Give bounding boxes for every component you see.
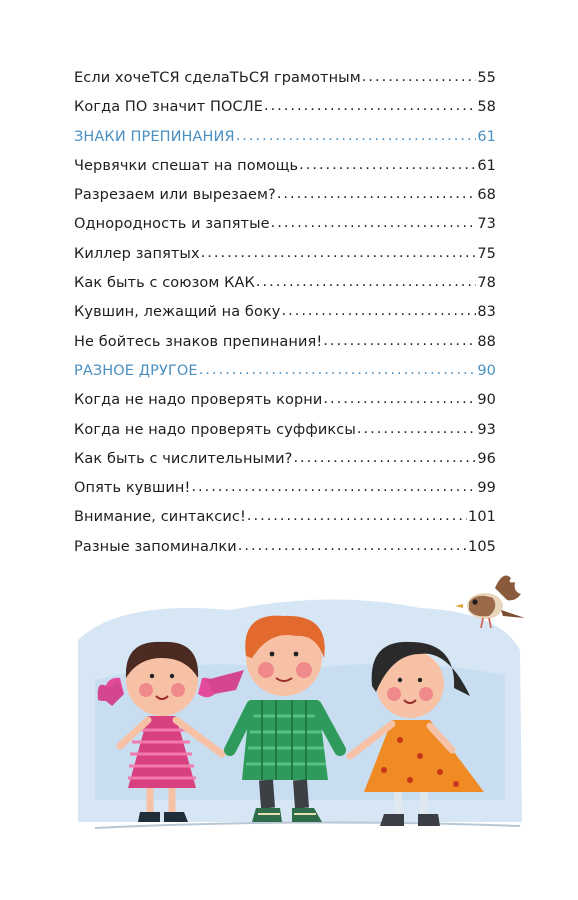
dot-leader (199, 362, 477, 378)
dot-leader (201, 245, 477, 261)
dot-leader (323, 333, 476, 349)
dot-leader (264, 98, 476, 114)
dot-leader (282, 303, 477, 319)
toc-entry[interactable] (74, 70, 496, 99)
toc-entry[interactable] (74, 216, 496, 245)
toc-entry[interactable] (74, 480, 496, 509)
toc-entry-page-number: 61 (477, 128, 496, 145)
toc-entry[interactable] (74, 246, 496, 275)
dot-leader (299, 157, 476, 173)
toc-entry-title: Кувшин, лежащий на боку (74, 304, 281, 321)
dot-leader (236, 128, 477, 144)
toc-entry[interactable] (74, 334, 496, 363)
table-of-contents (74, 70, 496, 568)
dot-leader (362, 69, 477, 85)
dot-leader (191, 479, 476, 495)
toc-entry-title: РАЗНОЕ ДРУГОЕ (74, 362, 198, 379)
toc-entry-page-number: 83 (477, 304, 496, 321)
toc-entry-title: Как быть с союзом КАК (74, 275, 255, 292)
toc-entry-page-number: 90 (477, 362, 496, 379)
toc-entry-title: Как быть с числительными? (74, 450, 293, 467)
toc-entry-page-number: 73 (477, 216, 496, 233)
toc-entry-title: Когда не надо проверять суффиксы (74, 421, 356, 438)
dot-leader (323, 391, 476, 407)
toc-entry-title: Разные запоминалки (74, 538, 237, 555)
toc-entry[interactable] (74, 187, 496, 216)
toc-entry-page-number: 96 (477, 450, 496, 467)
dot-leader (256, 274, 476, 290)
toc-entry-title: Когда ПО значит ПОСЛЕ (74, 99, 263, 116)
dot-leader (357, 421, 476, 437)
dot-leader (293, 450, 476, 466)
toc-entry-title: Киллер запятых (74, 245, 200, 262)
toc-entry-title: Червячки спешат на помощь (74, 157, 299, 174)
toc-entry-page-number: 99 (477, 480, 496, 497)
dot-leader (238, 538, 467, 554)
toc-entry[interactable] (74, 422, 496, 451)
toc-entry-page-number: 75 (477, 245, 496, 262)
toc-entry-page-number: 101 (468, 509, 496, 526)
toc-entry-title: Внимание, синтаксис! (74, 509, 246, 526)
toc-entry-title: ЗНАКИ ПРЕПИНАНИЯ (74, 128, 235, 145)
toc-entry-title: Разрезаем или вырезаем? (74, 187, 276, 204)
toc-entry-page-number: 61 (477, 157, 496, 174)
toc-entry[interactable] (74, 392, 496, 421)
toc-section-heading[interactable] (74, 363, 496, 392)
dot-leader (277, 186, 477, 202)
toc-entry-title: Когда не надо проверять корни (74, 392, 323, 409)
toc-entry-page-number: 58 (477, 99, 496, 116)
toc-entry-page-number: 90 (477, 392, 496, 409)
toc-entry[interactable] (74, 509, 496, 538)
toc-entry[interactable] (74, 451, 496, 480)
toc-entry-title: Опять кувшин! (74, 480, 191, 497)
toc-entry[interactable] (74, 304, 496, 333)
toc-entry-title: Не бойтесь знаков препинания! (74, 333, 323, 350)
toc-entry-page-number: 93 (477, 421, 496, 438)
toc-entry[interactable] (74, 275, 496, 304)
children-illustration (0, 560, 578, 900)
toc-entry-page-number: 68 (477, 187, 496, 204)
toc-entry-page-number: 78 (477, 275, 496, 292)
toc-entry[interactable] (74, 99, 496, 128)
toc-entry-title: Если хочеТСЯ сделаТЬСЯ грамотным (74, 70, 361, 86)
dot-leader (271, 215, 477, 231)
toc-entry[interactable] (74, 158, 496, 187)
dot-leader (247, 508, 467, 524)
toc-section-heading[interactable] (74, 129, 496, 158)
toc-entry-page-number: 105 (468, 538, 496, 555)
toc-entry-title: Однородность и запятые (74, 216, 270, 233)
toc-entry-page-number: 55 (477, 70, 496, 86)
toc-entry-page-number: 88 (477, 333, 496, 350)
